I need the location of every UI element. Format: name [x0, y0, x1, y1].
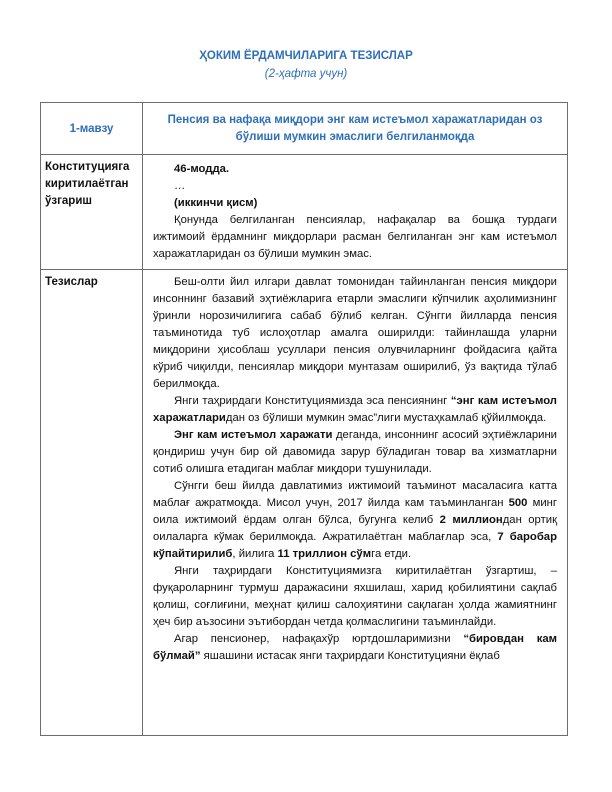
topic-title-cell	[143, 103, 568, 155]
amendment-row	[41, 155, 568, 270]
page-subtitle: (2-ҳафта учун)	[264, 68, 348, 80]
thesis-paragraph-1: Беш-олти йил илгари давлат томонидан тайинланган пенсия миқдори инсоннинг базавий эҳтиёжларига етарли эмаслиги кўпчилик аҳолимизнинг ўринли норозичилигига сабаб бўлиб келган. Сўнгги йилларда пенсия таъминотида туб ислоҳотлар амалга оширилди: тайинлашда уларни миқдорини ҳисоблаш усуллари пенсия олувчиларнинг фойдасига қайта кўриб чиқилди, пенсиялар миқдори мунтазам оширилиб, ўз вақтида тўлаб берилмоқда.	[153, 276, 557, 390]
thesis-paragraph-6: Агар пенсионер, нафақахўр юртдошларимизни “бировдан кам бўлмай” яшашини истасак янги таҳрирдаги Конституцияни ёқлаб	[153, 633, 557, 662]
amendment-text-cell	[143, 155, 568, 270]
page-title: ҲОКИМ ЁРДАМЧИЛАРИГА ТЕЗИСЛАР	[199, 50, 413, 62]
thesis-paragraph-5: Янги таҳрирдаги Конституциямизга киритилаётган ўзгартиш, – фуқароларнинг турмуш даражасини яхшилаш, харид қобилиятини сақлаб қолиш, соғлиғини, меҳнат қилиш салоҳиятини сақлаган ҳолда жамиятнинг ҳеч бир аъзосини эътибордан четда қолмаслигини таъминлайди.	[153, 565, 557, 628]
theses-text-cell	[143, 270, 568, 736]
topic-label: 1-мавзу	[69, 122, 114, 135]
amendment-label: Конституцияга киритилаётган ўзгариш	[45, 161, 130, 207]
thesis-paragraph-2: Янги таҳрирдаги Конституциямизда эса пенсиянинг “энг кам истеъмол харажатларидан оз бўлиши мумкин эмас”лиги мустаҳкамлаб қўйилмоқда.	[153, 395, 557, 424]
article-text: Қонунда белгиланган пенсиялар, нафақалар ва бошқа турдаги ижтимоий ёрдамнинг миқдорлари расман белгиланган энг кам истеъмол харажатларидан оз бўлиши мумкин эмас.	[153, 214, 557, 260]
theses-row	[41, 270, 568, 736]
theses-table	[40, 102, 568, 736]
topic-title: Пенсия ва нафақа миқдори энг кам истеъмол харажатларидан оз бўлиши мумкин эмаслиги белгиланмоқда	[167, 113, 543, 143]
article-part: (иккинчи қисм)	[174, 197, 258, 209]
topic-label-cell	[41, 103, 143, 155]
article-ellipsis: …	[174, 180, 186, 192]
article-number: 46-модда.	[174, 163, 230, 175]
amendment-label-cell	[41, 155, 143, 270]
topic-row	[41, 103, 568, 155]
theses-label: Тезислар	[45, 276, 98, 288]
thesis-paragraph-3: Энг кам истеъмол харажати деганда, инсоннинг асосий эҳтиёжларини қондириш учун бир ой давомида зарур бўладиган товар ва хизматларни сотиб олишга етадиган маблағ миқдори тушунилади.	[153, 429, 557, 475]
theses-label-cell	[41, 270, 143, 736]
thesis-paragraph-4: Сўнгги беш йилда давлатимиз ижтимоий таъминот масаласига катта маблағ ажратмоқда. Мисол учун, 2017 йилда кам таъминланган 500 минг оила ижтимоий ёрдам олган бўлса, бугунга келиб 2 миллиондан ортиқ оилаларга кўмак берилмоқда. Ажратилаётган маблағлар эса, 7 баробар кўпайтирилиб, йилига 11 триллион сўмга етди.	[153, 480, 558, 560]
